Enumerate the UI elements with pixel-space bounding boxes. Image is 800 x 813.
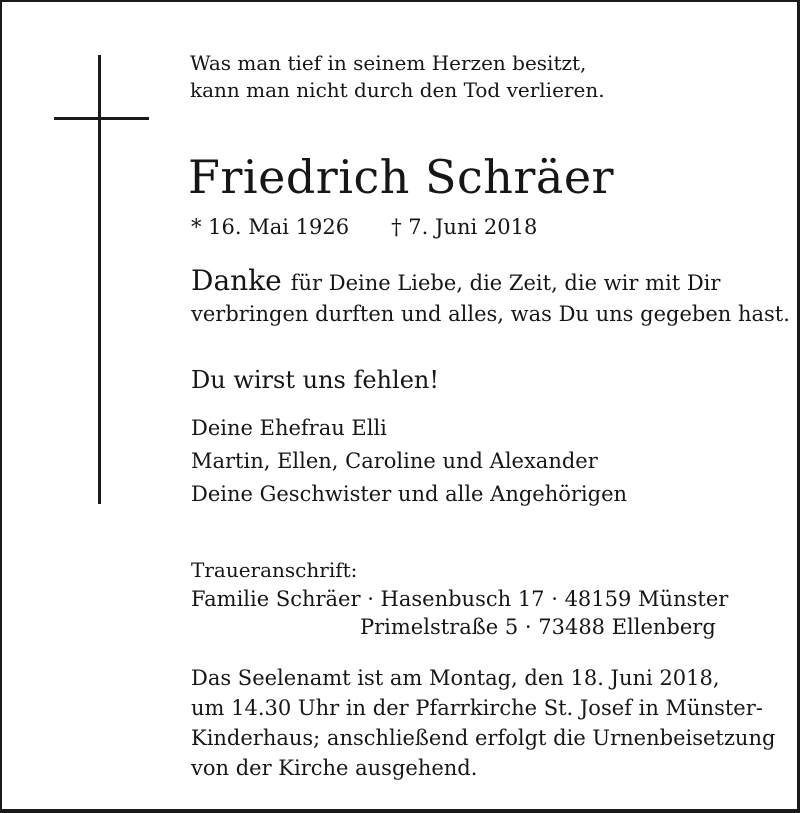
service-line-2: um 14.30 Uhr in der Pfarrkirche St. Josef in Münster- bbox=[191, 696, 763, 720]
life-dates bbox=[191, 215, 537, 239]
farewell-line: Du wirst uns fehlen! bbox=[191, 366, 439, 394]
mourner-line-1: Deine Ehefrau Elli bbox=[191, 416, 387, 440]
service-line-3: Kinderhaus; anschließend erfolgt die Urnenbeisetzung bbox=[191, 726, 776, 750]
epigraph bbox=[190, 50, 605, 104]
birth-date: * 16. Mai 1926 bbox=[191, 215, 350, 239]
mourning-address-label: Traueranschrift: bbox=[191, 558, 358, 582]
mourner-line-2: Martin, Ellen, Caroline und Alexander bbox=[191, 449, 598, 473]
mourners-list bbox=[191, 412, 627, 511]
thanks-line-2: verbringen durften und alles, was Du uns gegeben hast. bbox=[191, 302, 790, 326]
epigraph-line-1: Was man tief in seinem Herzen besitzt, bbox=[190, 51, 587, 75]
mourning-address-line-1: Familie Schräer · Hasenbusch 17 · 48159 Münster bbox=[191, 587, 729, 611]
thanks-line-1-rest: für Deine Liebe, die Zeit, die wir mit Dir bbox=[290, 271, 721, 295]
thanks-lead-word: Danke bbox=[191, 264, 282, 297]
thanks-paragraph bbox=[191, 264, 790, 329]
thanks-line-1 bbox=[191, 264, 790, 300]
cross-horizontal-bar bbox=[54, 117, 149, 120]
epigraph-line-2: kann man nicht durch den Tod verlieren. bbox=[190, 78, 605, 102]
cross-vertical-bar bbox=[98, 55, 101, 504]
death-date: † 7. Juni 2018 bbox=[391, 215, 538, 239]
service-line-4: von der Kirche ausgehend. bbox=[191, 756, 478, 780]
service-line-1: Das Seelenamt ist am Montag, den 18. Juni 2018, bbox=[191, 666, 720, 690]
deceased-name: Friedrich Schräer bbox=[188, 150, 615, 204]
mourning-address-line-2: Primelstraße 5 · 73488 Ellenberg bbox=[360, 615, 716, 639]
mourner-line-3: Deine Geschwister und alle Angehörigen bbox=[191, 482, 628, 506]
service-announcement bbox=[191, 663, 775, 783]
